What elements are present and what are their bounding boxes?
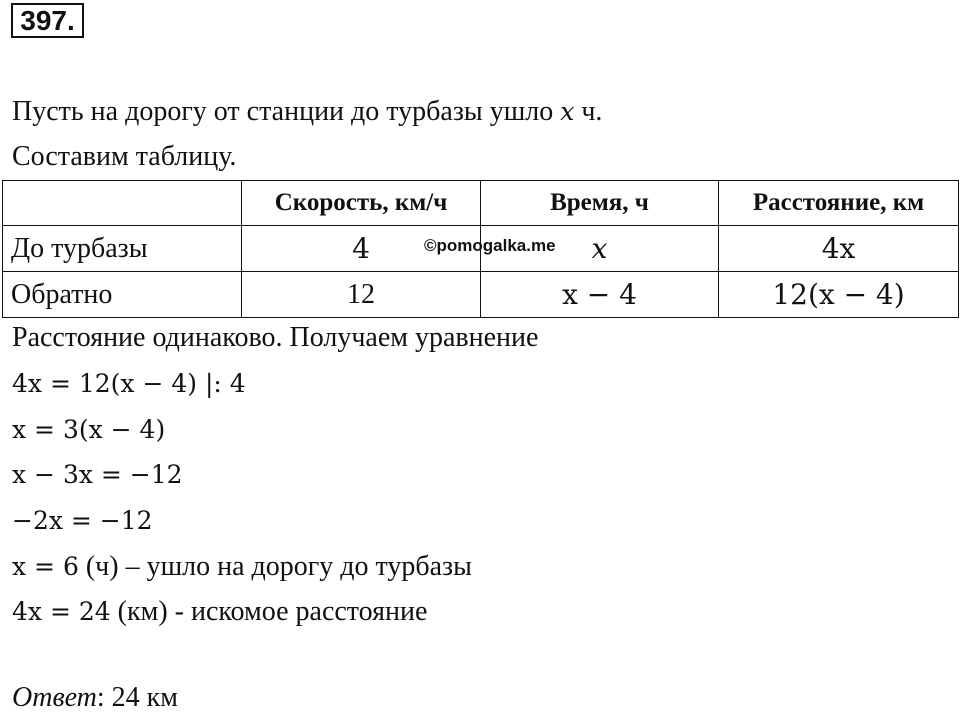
equation-6-text: (км) - искомое расстояние (110, 596, 428, 627)
equation-6-math: 4x = 24 (12, 597, 111, 626)
header-cell (3, 181, 242, 226)
solution-lead: Расстояние одинаково. Получаем уравнение (12, 322, 539, 353)
table-cell: 4x (719, 226, 959, 272)
header-cell: Скорость, км/ч (242, 181, 481, 226)
equation-5-math: x = 6 (12, 552, 79, 581)
table-cell: 4 (242, 226, 481, 272)
task-number: 397. (11, 3, 84, 38)
answer-value: : 24 км (96, 682, 178, 713)
header-cell: Время, ч (481, 181, 719, 226)
intro-line-2: Составим таблицу. (12, 141, 237, 172)
equation-2: x = 3(x − 4) (12, 415, 166, 444)
intro-variable: x (560, 97, 575, 126)
table-cell: x − 4 (481, 272, 719, 318)
intro-line-1 (12, 96, 602, 128)
header-cell: Расстояние, км (719, 181, 959, 226)
intro-text: Пусть на дорогу от станции до турбазы ушло (12, 96, 561, 127)
row-label: Обратно (3, 272, 242, 318)
intro-unit: ч. (574, 96, 603, 127)
equation-5 (12, 551, 472, 583)
row-label: До турбазы (3, 226, 242, 272)
answer-label: Ответ (12, 682, 97, 713)
equation-5-text: (ч) – ушло на дорогу до турбазы (78, 551, 472, 582)
equation-4: −2x = −12 (12, 506, 153, 535)
watermark: ©pomogalka.me (424, 236, 556, 255)
answer-line (12, 682, 178, 714)
equation-1: 4x = 12(x − 4) |: 4 (12, 369, 246, 398)
equation-6 (12, 596, 427, 628)
table-cell: 12(x − 4) (719, 272, 959, 318)
table-cell: x (481, 226, 719, 272)
table-row (3, 272, 959, 318)
table-header-row (3, 181, 959, 226)
equation-3: x − 3x = −12 (12, 460, 183, 489)
table-cell: 12 (242, 272, 481, 318)
